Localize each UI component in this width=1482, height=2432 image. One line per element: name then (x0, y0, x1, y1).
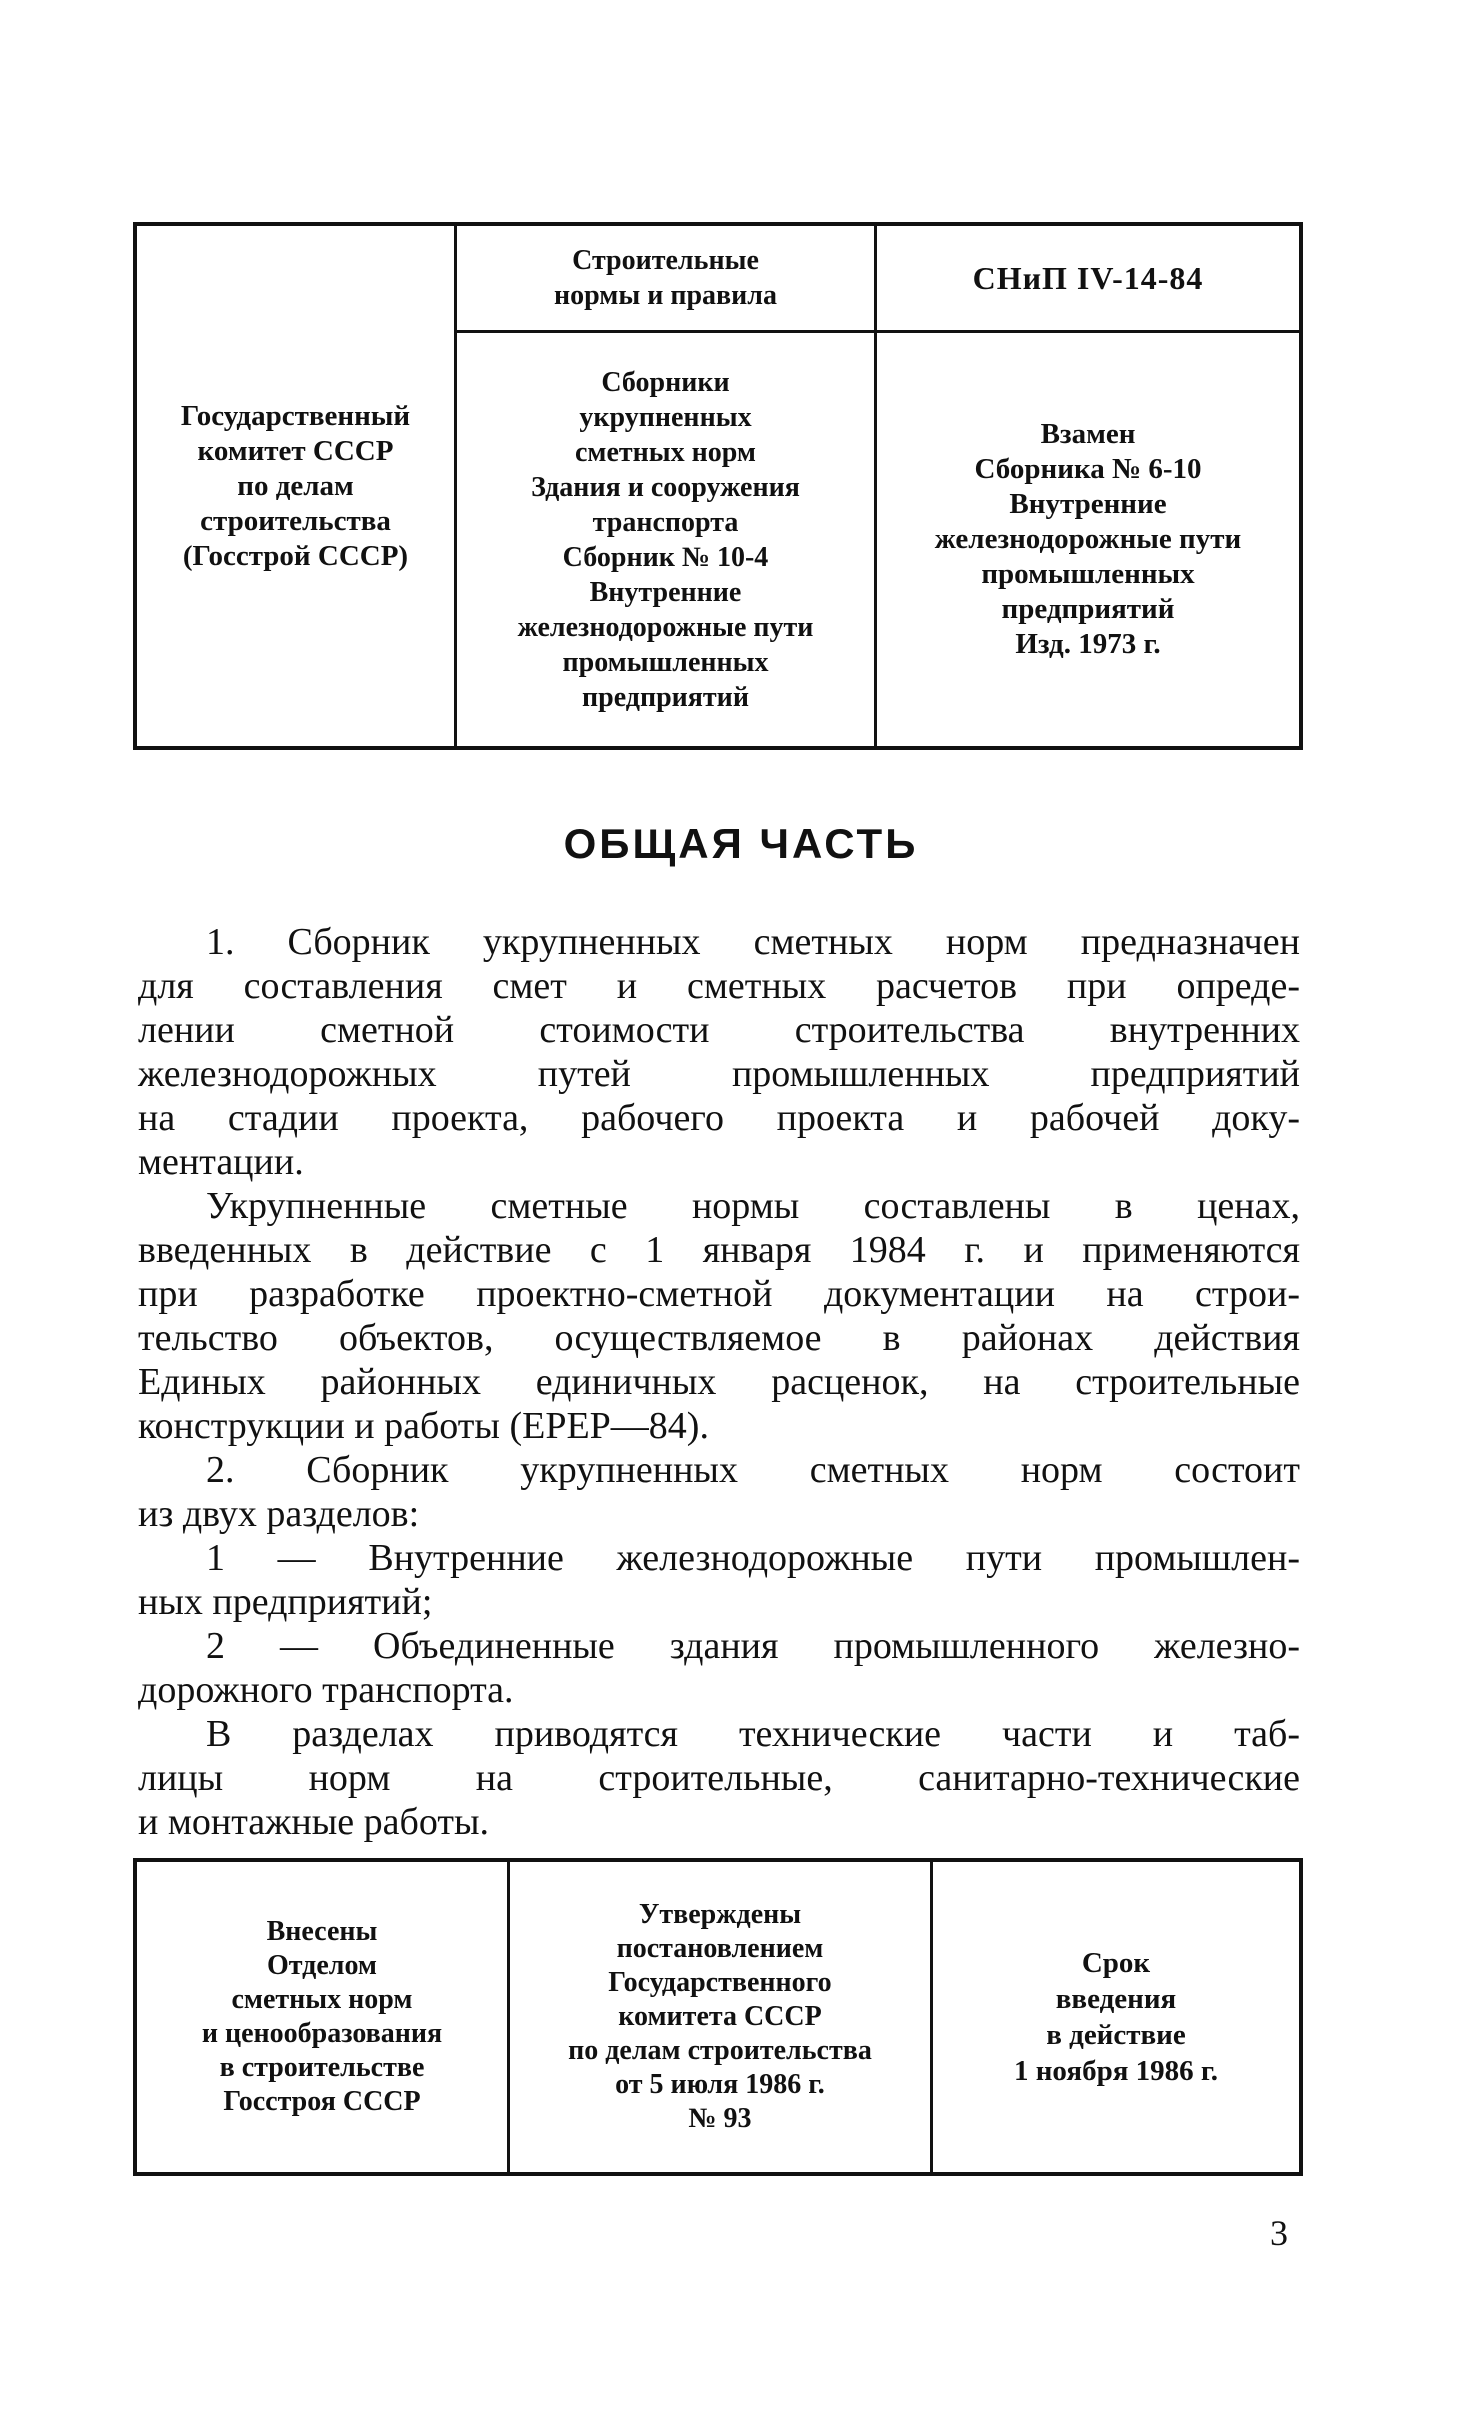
body-line: Единых районных единичных расценок, на строительные (138, 1361, 1300, 1403)
title-cell: Сборники укрупненных сметных норм Здания и сооружения транспорта Сборник № 10-4 Внутренние железнодорожные пути промышленных предприятий (517, 366, 814, 713)
code-cell: СНиП IV-14-84 (972, 259, 1204, 296)
body-line: Укрупненные сметные нормы составлены в ценах, (206, 1185, 1300, 1227)
effective-cell: Срок введения в действие 1 ноября 1986 г. (1013, 1947, 1219, 2087)
body-line: дорожного транспорта. (138, 1669, 514, 1711)
header-table (133, 222, 1303, 750)
body-line: из двух разделов: (138, 1493, 420, 1535)
body-line: 1 — Внутренние железнодорожные пути промышлен- (206, 1537, 1300, 1579)
body-line: В разделах приводятся технические части и таб- (206, 1713, 1300, 1755)
body-line: железнодорожных путей промышленных предприятий (138, 1053, 1300, 1095)
body-line: для составления смет и сметных расчетов при опреде- (138, 965, 1300, 1007)
body-line: 2 — Объединенные здания промышленного железно- (206, 1625, 1300, 1667)
body-line: конструкции и работы (ЕРЕР—84). (138, 1405, 709, 1447)
body-line: на стадии проекта, рабочего проекта и рабочей доку- (138, 1097, 1300, 1139)
page-number: 3 (1270, 2213, 1288, 2253)
category-cell: Строительные нормы и правила (553, 245, 777, 311)
body-text (138, 920, 1300, 1844)
body-line: тельство объектов, осуществляемое в районах действия (138, 1317, 1300, 1359)
body-line: лицы норм на строительные, санитарно-технические (138, 1757, 1300, 1799)
issuer-cell: Государственный комитет СССР по делам строительства (Госстрой СССР) (180, 399, 411, 572)
body-line: и монтажные работы. (138, 1801, 489, 1843)
body-line: при разработке проектно-сметной документации на строи- (138, 1273, 1300, 1315)
submitted-cell: Внесены Отделом сметных норм и ценообразования в строительстве Госстроя СССР (201, 1916, 443, 2117)
body-line: ментации. (138, 1141, 304, 1183)
replaces-cell: Взамен Сборника № 6-10 Внутренние железнодорожные пути промышленных предприятий Изд. 1973 г. (934, 418, 1242, 660)
section-title: ОБЩАЯ ЧАСТЬ (563, 820, 919, 867)
body-line: 1. Сборник укрупненных сметных норм предназначен (206, 921, 1300, 963)
approved-cell: Утверждены постановлением Государственного комитета СССР по делам строительства от 5 июля 1986 г. № 93 (568, 1899, 872, 2134)
body-line: введенных в действие с 1 января 1984 г. и применяются (138, 1229, 1300, 1271)
body-line: 2. Сборник укрупненных сметных норм состоит (206, 1449, 1300, 1491)
footer-table (133, 1858, 1303, 2176)
body-line: ных предприятий; (138, 1581, 433, 1623)
body-line: лении сметной стоимости строительства внутренних (138, 1009, 1300, 1051)
